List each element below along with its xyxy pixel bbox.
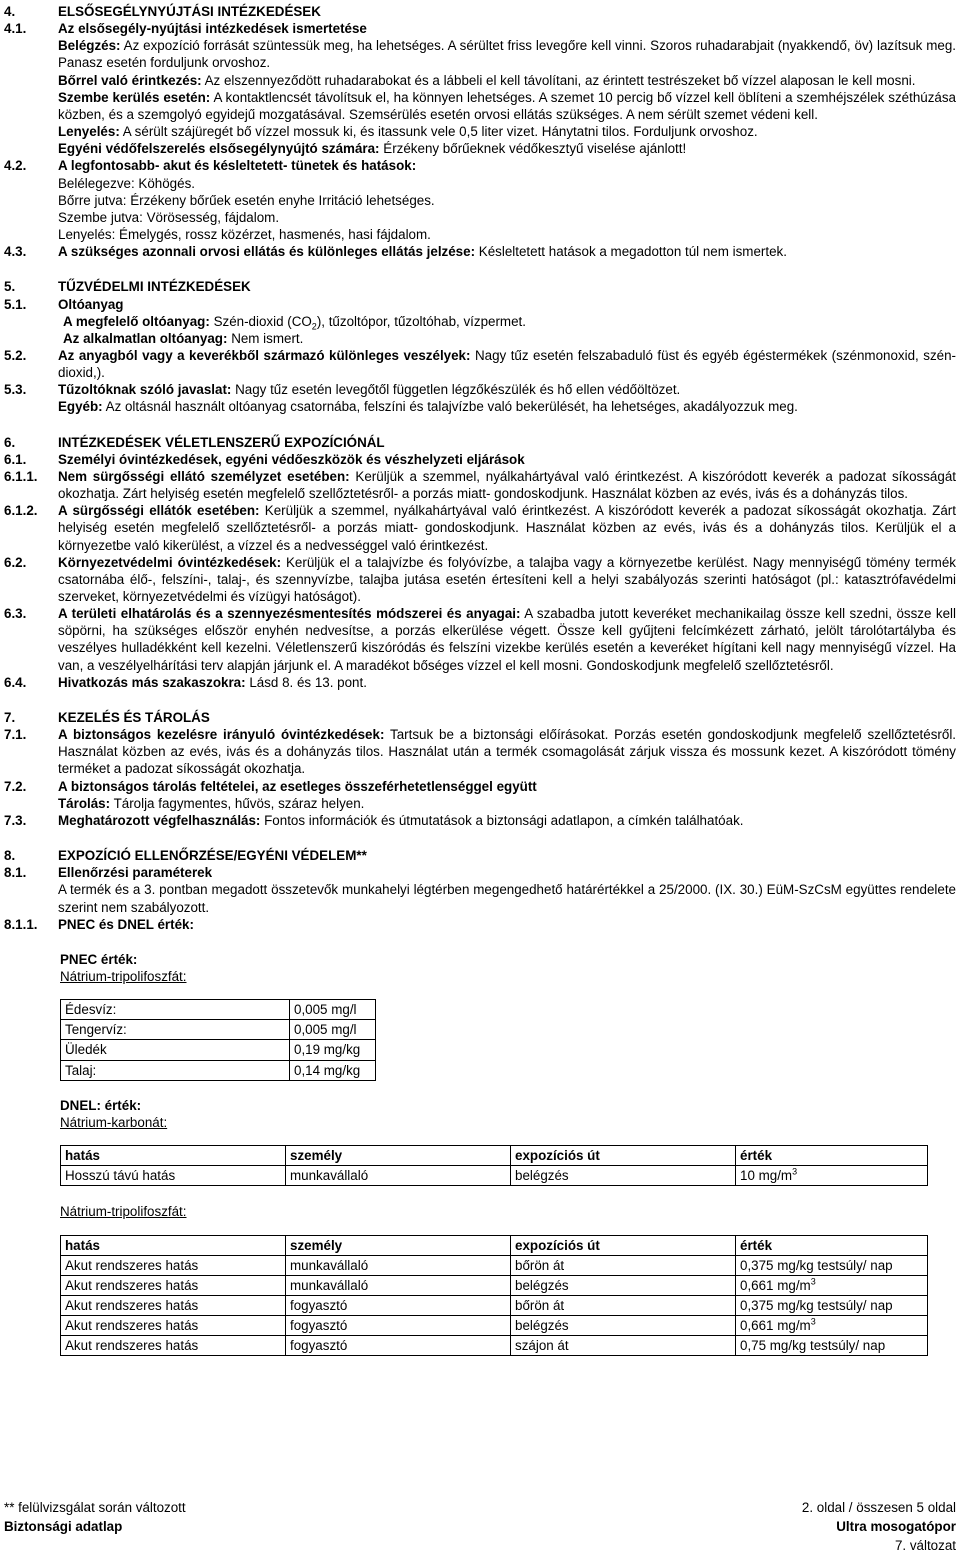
table-row — [61, 1296, 928, 1316]
section-number: 7. — [4, 709, 16, 725]
table-cell: munkavállaló — [286, 1166, 511, 1186]
table-cell: belégzés — [511, 1316, 736, 1336]
table-row — [61, 1166, 928, 1186]
control-parameters-text: A termék és a 3. pontban megadott összetevők munkahelyi légtérben megengedhető határértékkel a 25/2000. (IX. 30.) EüM-SzCsM együttes rendelete szerint nem szabályozott. — [58, 882, 956, 915]
section-number: 5.1. — [4, 296, 27, 312]
section-number: 6.2. — [4, 554, 27, 570]
paragraph-text: Lásd 8. és 13. pont. — [249, 674, 367, 690]
section-title: Az elsősegély-nyújtási intézkedések ismertetése — [58, 21, 367, 37]
section-title: Környezetvédelmi óvintézkedések: — [58, 554, 282, 570]
table-row — [61, 1040, 376, 1060]
section-number: 7.2. — [4, 778, 27, 794]
first-aider-ppe-paragraph — [58, 140, 956, 157]
value-text: 0,75 mg/kg testsúly/ nap — [740, 1338, 886, 1354]
section-8-1-1-heading — [4, 916, 956, 933]
superscript: 3 — [810, 1316, 816, 1327]
ingestion-paragraph — [58, 123, 956, 140]
paragraph-text: Az oltásnál használt oltóanyag csatornába, felszíni és talajvízbe való bekerülését, ha lehetséges, akadályozzuk meg. — [105, 399, 798, 415]
table-cell: bőrön át — [511, 1255, 736, 1275]
paragraph-text: ), tűzoltópor, tűzoltóhab, vízpermet. — [316, 313, 526, 329]
section-title: KEZELÉS ÉS TÁROLÁS — [58, 709, 210, 725]
paragraph-label: Lenyelés: — [58, 124, 120, 140]
footnote: ** felülvizsgálat során változott — [4, 1500, 186, 1515]
section-number: 5.2. — [4, 347, 27, 363]
paragraph-text: Kerüljük a szemmel, nyálkahártyával való érintkezést. A kiszóródott keverék a padozat síkosságát okozhatja. Zárt helyiség esetén megfelelő szellőztetésről- a porzás miatt- gondoskodjunk. Használat közben az evés, ivás és a dohányzás tilos. — [58, 468, 956, 502]
pnec-substance: Nátrium-tripolifoszfát: — [60, 968, 187, 984]
section-8-heading — [4, 847, 956, 864]
section-number: 6. — [4, 434, 16, 450]
table-cell: munkavállaló — [286, 1255, 511, 1275]
paragraph-text: A kontaktlencsét távolítsuk el, ha könnyen lehetséges. A szemet 10 percig bő vízzel kell öblíteni a szemhéjszélek széthúzása közben, és a szemgolyó egyidejű mozgatásával. Szemsérülés esetén orvosi ellátás szükséges. A nem sérült szemet védeni kell. — [58, 89, 956, 122]
table-cell: szájon át — [511, 1336, 736, 1356]
section-title: INTÉZKEDÉSEK VÉLETLENSZERŰ EXPOZÍCIÓNÁL — [58, 434, 385, 450]
table-cell: fogyasztó — [286, 1336, 511, 1356]
section-4-heading — [4, 3, 956, 20]
paragraph-text: Az elszennyeződött ruhadarabokat és a lábbeli el kell távolítani, az érintett testrészeket bő vízzel alaposan le kell mosni. — [204, 72, 916, 88]
section-number: 4.3. — [4, 244, 27, 260]
symptom-line: Lenyelés: Émelygés, rossz közérzet, hasmenés, hasi fájdalom. — [58, 227, 431, 243]
symptom-line: Szembe jutva: Vörösesség, fájdalom. — [58, 209, 280, 225]
storage-paragraph — [58, 795, 956, 812]
section-title: Az anyagból vagy a keverékből származó különleges veszélyek: — [58, 347, 471, 363]
table-header-cell: expozíciós út — [511, 1146, 736, 1166]
value-text: 0,661 mg/m — [740, 1277, 811, 1293]
paragraph-text: Nagy tűz esetén felszabaduló füst és egyéb égéstermékek (szénmonoxid, szén-dioxid,). — [58, 347, 956, 381]
dnel-substance: Nátrium-tripolifoszfát: — [60, 1204, 187, 1220]
paragraph-text: Nagy tűz esetén levegőtől független légzőkészülék és hő ellen védőöltözet. — [235, 382, 681, 398]
section-number: 7.3. — [4, 812, 27, 828]
section-number: 8.1. — [4, 865, 27, 881]
section-number: 4. — [4, 4, 16, 19]
section-title: Oltóanyag — [58, 296, 124, 312]
section-title: A legfontosabb- akut és késleltetett- tünetek és hatások: — [58, 158, 417, 174]
section-title: ELSŐSEGÉLYNYÚJTÁSI INTÉZKEDÉSEK — [58, 4, 321, 19]
paragraph-text: Nem ismert. — [231, 330, 304, 346]
paragraph-label: Az alkalmatlan oltóanyag: — [63, 330, 228, 346]
symptom-line: Bőrre jutva: Érzékeny bőrűek esetén enyhe Irritáció lehetséges. — [58, 192, 435, 208]
section-4-3-heading — [4, 243, 956, 260]
section-6-2 — [4, 554, 956, 605]
superscript: 3 — [810, 1276, 816, 1287]
section-5-3 — [4, 381, 956, 398]
eye-contact-paragraph — [58, 89, 956, 123]
section-title: PNEC és DNEL érték: — [58, 916, 194, 932]
table-cell — [736, 1336, 928, 1356]
value-text: 0,375 mg/kg testsúly/ nap — [740, 1257, 893, 1273]
table-cell: fogyasztó — [286, 1296, 511, 1316]
superscript: 3 — [792, 1166, 798, 1177]
table-cell: belégzés — [511, 1275, 736, 1295]
table-cell: Hosszú távú hatás — [61, 1166, 286, 1186]
section-7-2-heading — [4, 778, 956, 795]
table-row — [61, 1020, 376, 1040]
table-cell: Akut rendszeres hatás — [61, 1336, 286, 1356]
section-number: 6.1.1. — [4, 468, 38, 484]
table-cell — [736, 1296, 928, 1316]
paragraph-text: Érzékeny bőrűeknek védőkesztyű viselése ajánlott! — [383, 141, 687, 157]
document-page — [4, 3, 956, 1356]
section-title: EXPOZÍCIÓ ELLENŐRZÉSE/EGYÉNI VÉDELEM** — [58, 848, 367, 864]
section-number: 8.1.1. — [4, 916, 38, 932]
table-cell — [736, 1275, 928, 1295]
section-6-1-2 — [4, 502, 956, 553]
section-title: Ellenőrzési paraméterek — [58, 865, 213, 881]
table-cell: Akut rendszeres hatás — [61, 1275, 286, 1295]
table-cell: fogyasztó — [286, 1316, 511, 1336]
section-8-1-heading — [4, 864, 956, 881]
dnel-substance: Nátrium-karbonát: — [60, 1114, 168, 1130]
table-cell: Akut rendszeres hatás — [61, 1296, 286, 1316]
section-title: A biztonságos tárolás feltételei, az esetleges összeférhetetlenséggel együtt — [58, 778, 537, 794]
table-header-row — [61, 1146, 928, 1166]
section-title: Hivatkozás más szakaszokra: — [58, 674, 246, 690]
skin-contact-paragraph — [58, 72, 956, 89]
table-cell: Talaj: — [61, 1060, 290, 1080]
section-5-heading — [4, 278, 956, 295]
table-cell: Édesvíz: — [61, 1000, 290, 1020]
section-6-1-heading — [4, 451, 956, 468]
dnel-title: DNEL: érték: — [60, 1097, 142, 1113]
table-cell: 0,19 mg/kg — [290, 1040, 376, 1060]
value-text: 0,375 mg/kg testsúly/ nap — [740, 1298, 893, 1313]
inhalation-paragraph — [58, 37, 956, 71]
paragraph-label: Bőrrel való érintkezés: — [58, 72, 202, 88]
section-number: 7.1. — [4, 727, 27, 743]
dnel-table-tripolyphosphate — [60, 1235, 928, 1357]
section-7-1 — [4, 726, 956, 777]
table-cell — [736, 1255, 928, 1275]
value-text: 0,661 mg/m — [740, 1318, 811, 1334]
section-5-2 — [4, 347, 956, 381]
table-cell: Akut rendszeres hatás — [61, 1255, 286, 1275]
section-number: 5.3. — [4, 382, 27, 398]
subscript: 2 — [311, 321, 317, 332]
table-header-cell: hatás — [61, 1235, 286, 1255]
section-6-heading — [4, 434, 956, 451]
section-7-heading — [4, 709, 956, 726]
section-number: 6.4. — [4, 674, 27, 690]
paragraph-label: Tárolás: — [58, 795, 111, 811]
table-header-cell: expozíciós út — [511, 1235, 736, 1255]
section-title: TŰZVÉDELMI INTÉZKEDÉSEK — [58, 279, 251, 295]
table-header-cell: hatás — [61, 1146, 286, 1166]
table-cell: Tengervíz: — [61, 1020, 290, 1040]
section-title: A biztonságos kezelésre irányuló óvintézkedések: — [58, 727, 385, 743]
table-row — [61, 1336, 928, 1356]
table-cell: Akut rendszeres hatás — [61, 1316, 286, 1336]
table-header-cell: érték — [736, 1146, 928, 1166]
paragraph-text: Fontos információk és útmutatások a biztonsági adatlapon, a címkén találhatóak. — [264, 812, 744, 828]
table-row — [61, 1316, 928, 1336]
paragraph-text: Késleltetett hatások a megadotton túl nem ismertek. — [478, 244, 787, 260]
paragraph-label: Belégzés: — [58, 38, 121, 54]
section-number: 6.3. — [4, 606, 27, 622]
table-header-cell: érték — [736, 1235, 928, 1255]
paragraph-label: Egyéni védőfelszerelés elsősegélynyújtó számára: — [58, 141, 380, 157]
section-number: 6.1.2. — [4, 503, 38, 519]
section-6-4 — [4, 674, 956, 691]
paragraph-label: A megfelelő oltóanyag: — [63, 313, 210, 329]
table-cell: bőrön át — [511, 1296, 736, 1316]
section-title: Tűzoltóknak szóló javaslat: — [58, 382, 232, 398]
section-number: 6.1. — [4, 451, 27, 467]
table-header-row — [61, 1235, 928, 1255]
section-4-2-heading — [4, 157, 956, 174]
section-number: 5. — [4, 279, 16, 295]
pnec-title: PNEC érték: — [60, 951, 138, 967]
section-number: 4.1. — [4, 21, 27, 37]
paragraph-label: Szembe kerülés esetén: — [58, 89, 211, 105]
section-7-3 — [4, 812, 956, 829]
section-5-1-heading — [4, 296, 956, 313]
document-type: Biztonsági adatlap — [4, 1519, 123, 1534]
table-row — [61, 1275, 928, 1295]
unsuitable-extinguisher — [63, 330, 956, 347]
table-row — [61, 1255, 928, 1275]
table-row — [61, 1000, 376, 1020]
table-cell: 0,005 mg/l — [290, 1020, 376, 1040]
value-text: 10 mg/m — [740, 1168, 793, 1184]
paragraph-text: Szén-dioxid (CO — [213, 313, 312, 329]
section-number: 4.2. — [4, 158, 27, 174]
table-cell: munkavállaló — [286, 1275, 511, 1295]
paragraph-label: Egyéb: — [58, 399, 103, 415]
section-title: Személyi óvintézkedések, egyéni védőeszközök és vészhelyzeti eljárások — [58, 451, 525, 467]
table-cell: belégzés — [511, 1166, 736, 1186]
paragraph-text: Tartsuk be a biztonsági előírásokat. Porzás esetén gondoskodjunk megfelelő szellőztetésről. Használat közben az evés, ivás és a dohányzás tilos. Használat után a termék csomagolását zárjuk vissza és mossunk kezet. A kiszóródott tömény terméket a padozat síkosságát okozhatja. — [58, 727, 957, 777]
other-paragraph — [58, 398, 956, 415]
product-name: Ultra mosogatópor — [836, 1519, 956, 1534]
paragraph-text: Tárolja fagymentes, hűvös, száraz helyen. — [113, 795, 365, 811]
table-header-cell: személy — [286, 1146, 511, 1166]
paragraph-text: Az expozíció forrását szüntessük meg, ha lehetséges. A sérültet friss levegőre kell vinni. Szoros ruhadarabjait (nyakkendő, öv) lazítsuk meg. Panasz esetén forduljunk orvoshoz. — [58, 38, 956, 71]
section-title: A területi elhatárolás és a szennyezésmentesítés módszerei és anyagai: — [58, 606, 521, 622]
section-title: A szükséges azonnali orvosi ellátás és különleges ellátás jelzése: — [58, 244, 476, 260]
table-cell — [736, 1316, 928, 1336]
table-row — [61, 1060, 376, 1080]
suitable-extinguisher — [63, 313, 956, 330]
page-number: 2. oldal / összesen 5 oldal — [801, 1500, 956, 1515]
section-title: Nem sürgősségi ellátó személyzet esetében: — [58, 468, 350, 484]
section-title: Meghatározott végfelhasználás: — [58, 812, 261, 828]
paragraph-text: A sérült szájüregét bő vízzel mossuk ki, és itassunk vele 0,5 liter vizet. Hánytatni tilos. Forduljunk orvoshoz. — [122, 124, 758, 140]
table-cell — [736, 1166, 928, 1186]
table-header-cell: személy — [286, 1235, 511, 1255]
table-cell: 0,14 mg/kg — [290, 1060, 376, 1080]
dnel-table-carbonate — [60, 1145, 928, 1186]
table-cell: Üledék — [61, 1040, 290, 1060]
version: 7. változat — [894, 1538, 956, 1553]
paragraph-text: A szabadba jutott keveréket mechanikailag össze kell szedni, össze kell söpörni, ha szükséges először enyhén nedvesítse, a porzás elkerülése végett. Össze kell gyűjteni felcímkézett zárható, jelölt tárolótartályba és veszélyes hulladékként kell kezelni. Véletlenszerű kiszóródás és felszíni vizekbe kerülés esetén a keveréket hígítani kell nagy mennyiségű vízzel. Ha van, a veszélyelhárítási terv alapján járjunk el. A maradékot bőséges vízzel el kell mosni. Gondoskodjunk megfelelő szellőztetésről. — [58, 606, 957, 673]
symptom-line: Belélegezve: Köhögés. — [58, 175, 195, 191]
section-4-1-heading — [4, 20, 956, 37]
section-number: 8. — [4, 848, 16, 864]
section-6-3 — [4, 605, 956, 674]
paragraph-text: Kerüljük el a talajvízbe és folyóvízbe, a talajba vagy a környezetbe kerülést. Nagy mennyiségű tömény termék csatornába élő-, felszíni-, talaj-, és szennyvízbe, talajba jutása esetén értesíteni kell a helyi szabályozás szerinti hatóságot (pl.: katasztrófavédelmi szerveket, környezetvédelmi és vízügyi hatóságot). — [58, 554, 956, 604]
pnec-table — [60, 999, 376, 1081]
section-6-1-1 — [4, 468, 956, 502]
section-title: A sürgősségi ellátók esetében: — [58, 503, 260, 519]
table-cell: 0,005 mg/l — [290, 1000, 376, 1020]
paragraph-text: Kerüljük a szemmel, nyálkahártyával való érintkezést. A kiszóródott keverék a padozat síkosságát okozhatja. Zárt helyiség esetén megfelelő szellőztetésről- a porzás miatt- gondoskodjunk. Használat közben az evés, ivás és a dohányzás tilos. Kerüljük el a környezetbe való kikerülést, a vízzel és a nedvességgel való érintkezést. — [58, 503, 956, 553]
